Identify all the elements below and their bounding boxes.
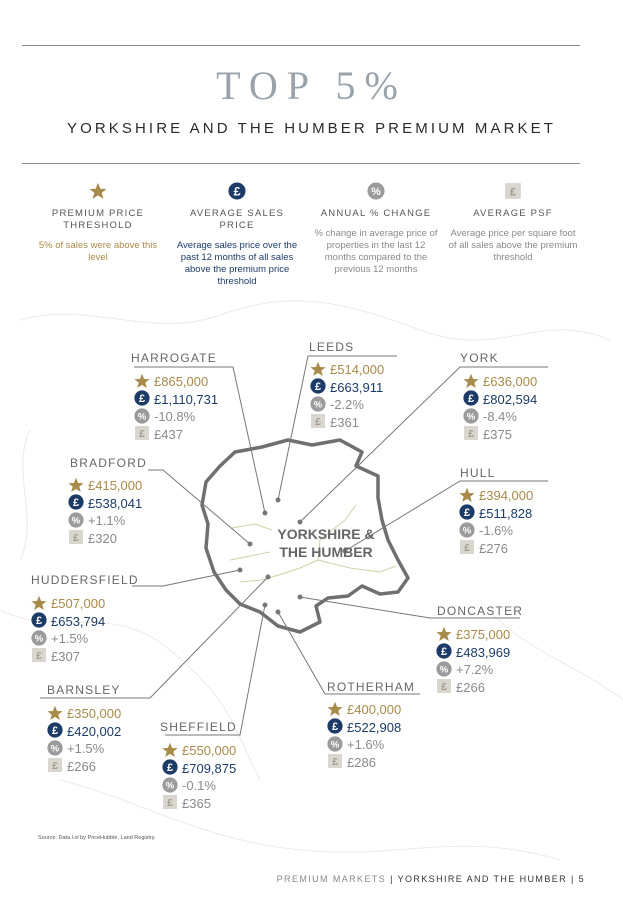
threshold-value: £350,000 bbox=[67, 706, 122, 721]
threshold-value: £514,000 bbox=[330, 362, 385, 377]
page-number: | 5 bbox=[570, 874, 585, 884]
average-value: £538,041 bbox=[88, 495, 143, 511]
average-value: £709,875 bbox=[182, 760, 237, 776]
stats-doncaster bbox=[436, 626, 510, 696]
footer-section: PREMIUM MARKETS bbox=[276, 874, 387, 884]
stats-huddersfield bbox=[31, 595, 105, 665]
threshold-row bbox=[162, 742, 236, 760]
threshold-row bbox=[436, 626, 510, 644]
city-label-sheffield: SHEFFIELD bbox=[160, 720, 237, 734]
star-icon bbox=[327, 701, 343, 717]
threshold-value: £400,000 bbox=[347, 702, 402, 717]
star-icon bbox=[47, 705, 63, 721]
change-row bbox=[459, 522, 533, 540]
change-value: +1.5% bbox=[51, 631, 89, 646]
pound-icon bbox=[68, 494, 84, 510]
change-value: -1.6% bbox=[479, 523, 513, 538]
stats-sheffield bbox=[162, 742, 236, 812]
pound-icon bbox=[134, 390, 150, 406]
change-value: +7.2% bbox=[456, 662, 494, 677]
average-value: £511,828 bbox=[479, 505, 533, 521]
legend-description: Average price per square foot of all sales above the premium threshold bbox=[448, 228, 578, 263]
percent-icon bbox=[134, 408, 150, 424]
psf-row bbox=[327, 754, 401, 772]
stats-barnsley bbox=[47, 705, 121, 775]
pound-icon bbox=[463, 390, 479, 406]
percent-icon bbox=[463, 408, 479, 424]
psf-row bbox=[463, 426, 537, 444]
change-value: -2.2% bbox=[330, 397, 364, 412]
star-icon bbox=[162, 742, 178, 758]
threshold-row bbox=[310, 361, 384, 379]
threshold-row bbox=[31, 595, 105, 613]
psf-row bbox=[459, 540, 533, 558]
star-icon bbox=[68, 477, 84, 493]
psf-value: £286 bbox=[347, 754, 376, 770]
city-label-harrogate: HARROGATE bbox=[131, 351, 217, 365]
average-row bbox=[463, 391, 537, 409]
psf-row bbox=[436, 679, 510, 697]
page-footer bbox=[277, 874, 585, 884]
average-row bbox=[31, 613, 105, 631]
psf-icon bbox=[327, 753, 343, 769]
average-value: £522,908 bbox=[347, 719, 402, 735]
average-row bbox=[310, 379, 384, 397]
footer-separator: | bbox=[390, 874, 394, 884]
average-row bbox=[436, 644, 510, 662]
legend-description: % change in average price of properties in the last 12 months compared to the previous 12 months bbox=[314, 228, 438, 275]
psf-row bbox=[134, 426, 218, 444]
psf-value: £375 bbox=[483, 426, 512, 442]
psf-icon bbox=[459, 539, 475, 555]
city-label-rotherham: ROTHERHAM bbox=[327, 680, 416, 694]
psf-icon bbox=[436, 678, 452, 694]
footer-region: YORKSHIRE AND THE HUMBER bbox=[397, 874, 568, 884]
average-row bbox=[162, 760, 236, 778]
psf-row bbox=[162, 795, 236, 813]
star-icon bbox=[310, 361, 326, 377]
average-row bbox=[47, 723, 121, 741]
average-value: £802,594 bbox=[483, 391, 538, 407]
page-title: TOP 5% bbox=[216, 63, 407, 108]
threshold-row bbox=[47, 705, 121, 723]
city-label-hull: HULL bbox=[460, 466, 496, 480]
city-label-barnsley: BARNSLEY bbox=[47, 683, 121, 697]
city-label-leeds: LEEDS bbox=[309, 340, 355, 354]
average-value: £653,794 bbox=[51, 613, 106, 629]
stats-hull bbox=[459, 487, 533, 557]
threshold-value: £865,000 bbox=[154, 374, 209, 389]
legend-description: 5% of sales were above this level bbox=[38, 240, 158, 263]
pound-icon bbox=[459, 504, 475, 520]
pound-icon bbox=[327, 718, 343, 734]
psf-row bbox=[68, 530, 142, 548]
change-row bbox=[162, 777, 236, 795]
pound-icon bbox=[162, 759, 178, 775]
change-row bbox=[463, 408, 537, 426]
pound-icon bbox=[310, 378, 326, 394]
pound-icon bbox=[47, 722, 63, 738]
star-icon bbox=[436, 626, 452, 642]
stats-rotherham bbox=[327, 701, 401, 771]
threshold-row bbox=[463, 373, 537, 391]
legend-heading: AVERAGE SALES PRICE bbox=[189, 208, 285, 231]
pound-icon bbox=[31, 612, 47, 628]
percent-icon bbox=[327, 736, 343, 752]
change-value: -10.8% bbox=[154, 409, 196, 424]
change-row bbox=[47, 740, 121, 758]
psf-value: £320 bbox=[88, 530, 117, 546]
percent-icon bbox=[31, 630, 47, 646]
star-icon bbox=[134, 373, 150, 389]
percent-icon bbox=[459, 522, 475, 538]
psf-icon bbox=[134, 425, 150, 441]
psf-row bbox=[310, 414, 384, 432]
percent-icon bbox=[162, 777, 178, 793]
change-value: -8.4% bbox=[483, 409, 517, 424]
average-row bbox=[68, 495, 142, 513]
psf-value: £307 bbox=[51, 648, 80, 664]
average-value: £420,002 bbox=[67, 723, 122, 739]
stats-bradford bbox=[68, 477, 142, 547]
star-icon bbox=[459, 487, 475, 503]
change-row bbox=[31, 630, 105, 648]
threshold-value: £507,000 bbox=[51, 596, 106, 611]
page-subtitle: YORKSHIRE AND THE HUMBER PREMIUM MARKET bbox=[66, 120, 556, 137]
change-value: +1.1% bbox=[88, 513, 126, 528]
psf-value: £276 bbox=[479, 540, 508, 556]
stats-york bbox=[463, 373, 537, 443]
legend-heading: AVERAGE PSF bbox=[473, 208, 553, 219]
average-value: £1,110,731 bbox=[154, 391, 219, 407]
psf-value: £365 bbox=[182, 795, 211, 811]
change-row bbox=[134, 408, 218, 426]
change-value: +1.6% bbox=[347, 737, 385, 752]
stats-harrogate bbox=[134, 373, 218, 443]
change-row bbox=[68, 512, 142, 530]
legend-heading: PREMIUM PRICE THRESHOLD bbox=[51, 208, 145, 231]
threshold-row bbox=[134, 373, 218, 391]
average-value: £483,969 bbox=[456, 644, 511, 660]
psf-row bbox=[47, 758, 121, 776]
threshold-value: £394,000 bbox=[479, 488, 534, 503]
stats-leeds bbox=[310, 361, 384, 431]
region-label: YORKSHIRE & THE HUMBER bbox=[277, 526, 375, 560]
threshold-row bbox=[459, 487, 533, 505]
percent-icon bbox=[310, 396, 326, 412]
psf-icon bbox=[463, 425, 479, 441]
change-row bbox=[436, 661, 510, 679]
pound-icon bbox=[436, 643, 452, 659]
psf-icon bbox=[162, 794, 178, 810]
threshold-value: £375,000 bbox=[456, 627, 511, 642]
city-label-york: YORK bbox=[460, 351, 499, 365]
average-row bbox=[459, 505, 533, 523]
change-row bbox=[310, 396, 384, 414]
change-value: +1.5% bbox=[67, 741, 105, 756]
percent-icon bbox=[68, 512, 84, 528]
change-value: -0.1% bbox=[182, 778, 216, 793]
average-value: £663,911 bbox=[330, 379, 384, 395]
average-row bbox=[327, 719, 401, 737]
star-icon bbox=[31, 595, 47, 611]
percent-icon bbox=[47, 740, 63, 756]
star-icon bbox=[463, 373, 479, 389]
psf-row bbox=[31, 648, 105, 666]
threshold-value: £636,000 bbox=[483, 374, 538, 389]
source-note: Source: Data.l.ol by PriceHubble, Land Registry. bbox=[38, 835, 156, 841]
change-row bbox=[327, 736, 401, 754]
psf-icon bbox=[310, 413, 326, 429]
psf-value: £437 bbox=[154, 426, 183, 442]
threshold-value: £415,000 bbox=[88, 478, 143, 493]
threshold-value: £550,000 bbox=[182, 743, 237, 758]
psf-value: £266 bbox=[456, 679, 485, 695]
psf-value: £361 bbox=[330, 414, 359, 430]
psf-icon bbox=[31, 647, 47, 663]
percent-icon bbox=[436, 661, 452, 677]
legend-heading: ANNUAL % CHANGE bbox=[320, 208, 432, 219]
city-label-huddersfield: HUDDERSFIELD bbox=[31, 573, 139, 587]
psf-value: £266 bbox=[67, 758, 96, 774]
average-row bbox=[134, 391, 218, 409]
threshold-row bbox=[68, 477, 142, 495]
psf-icon bbox=[47, 757, 63, 773]
psf-icon bbox=[68, 529, 84, 545]
threshold-row bbox=[327, 701, 401, 719]
city-label-bradford: BRADFORD bbox=[70, 456, 147, 470]
legend-description: Average sales price over the past 12 months of all sales above the premium price threshold bbox=[176, 240, 298, 287]
city-label-doncaster: DONCASTER bbox=[437, 604, 524, 618]
